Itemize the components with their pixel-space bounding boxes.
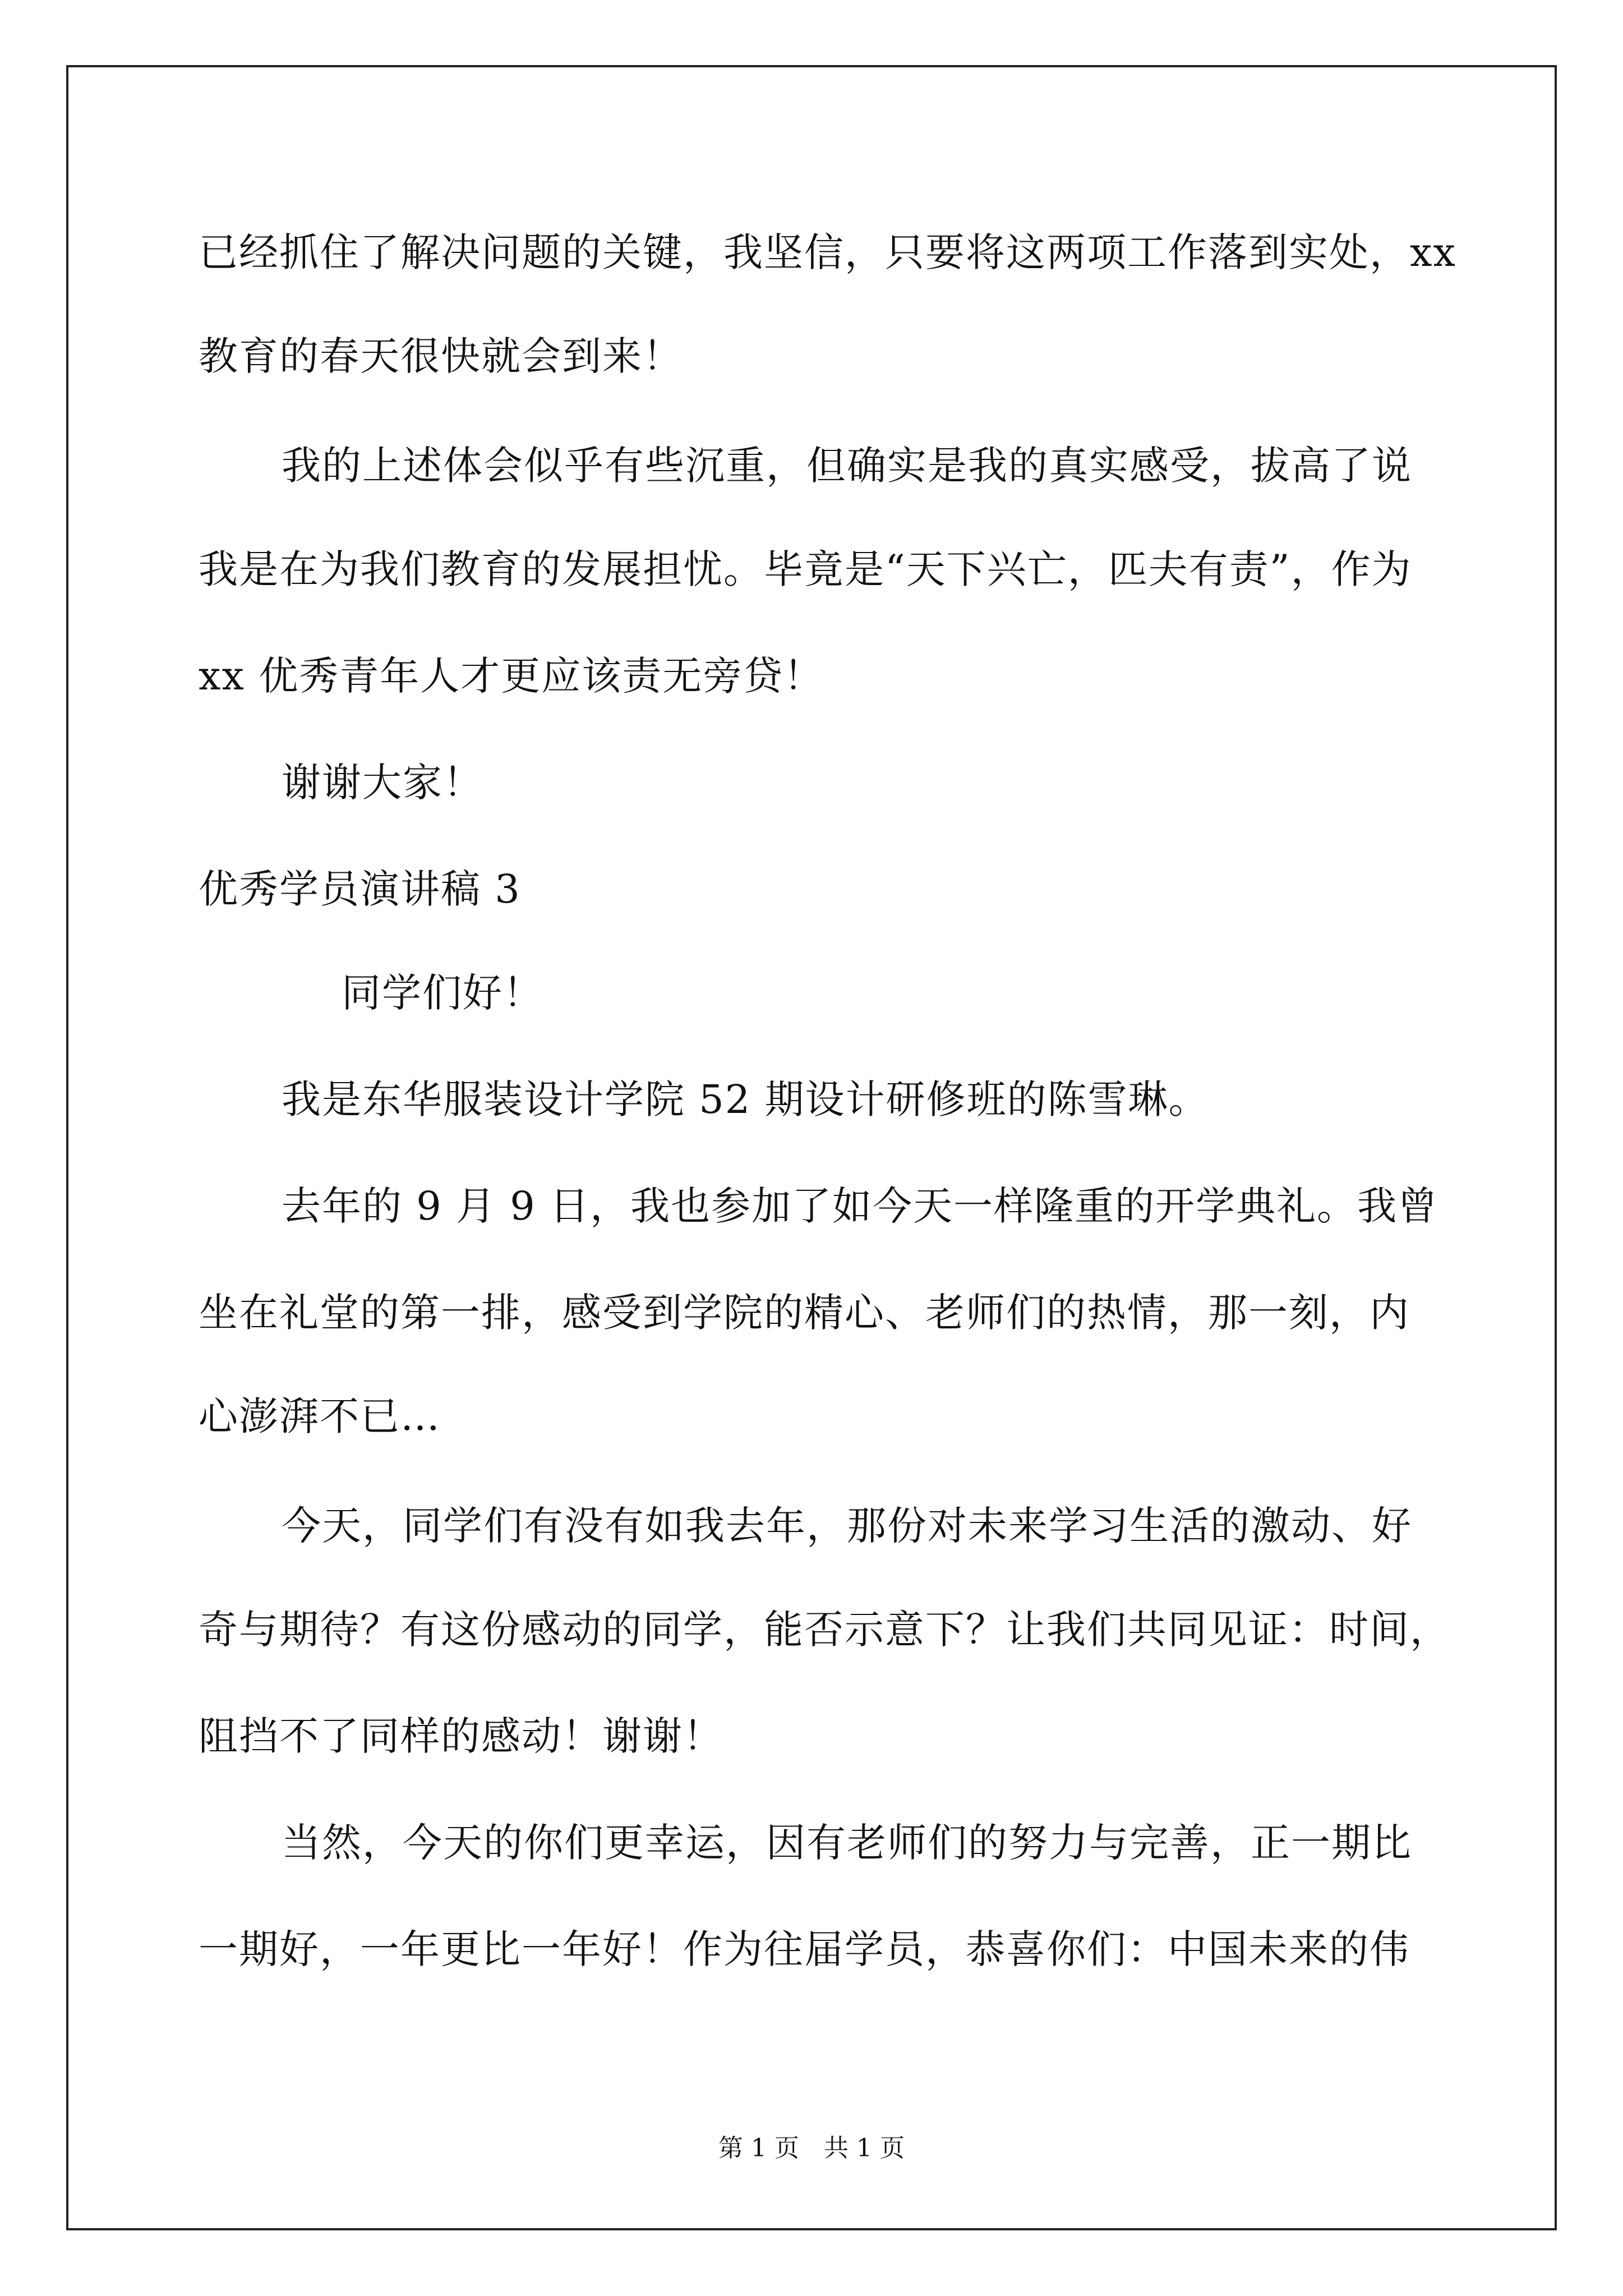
paragraph-line: 我是东华服装设计学院 52 期设计研修班的陈雪琳。 (282, 1076, 1209, 1122)
greeting-line: 同学们好！ (342, 970, 543, 1016)
closing-line: 谢谢大家！ (282, 760, 483, 806)
paragraph-line: 当然，今天的你们更幸运，因有老师们的努力与完善，正一期比 (282, 1820, 1412, 1866)
body-line: 阻挡不了同样的感动！谢谢！ (199, 1713, 723, 1759)
paragraph-line: 去年的 9 月 9 日，我也参加了如今天一样隆重的开学典礼。我曾 (282, 1183, 1438, 1229)
section-title: 优秀学员演讲稿 3 (199, 866, 521, 912)
body-line: 已经抓住了解决问题的关键，我坚信，只要将这两项工作落到实处，xx (199, 229, 1456, 275)
page-footer: 第 1 页 共 1 页 (718, 2134, 905, 2162)
paragraph-line: 今天，同学们有没有如我去年，那份对未来学习生活的激动、好 (282, 1503, 1412, 1549)
body-line: 一期好，一年更比一年好！作为往届学员，恭喜你们：中国未来的伟 (199, 1926, 1410, 1972)
body-line: xx 优秀青年人才更应该责无旁贷！ (199, 653, 824, 699)
body-line: 心澎湃不已… (199, 1393, 441, 1439)
body-line: 坐在礼堂的第一排，感受到学院的精心、老师们的热情，那一刻，内 (199, 1290, 1410, 1336)
page-border (66, 65, 1557, 2230)
body-line: 教育的春天很快就会到来！ (199, 333, 683, 379)
body-line: 我是在为我们教育的发展担忧。毕竟是“天下兴亡，匹夫有责”，作为 (199, 546, 1412, 592)
body-line: 奇与期待？有这份感动的同学，能否示意下？让我们共同见证：时间， (199, 1607, 1450, 1653)
paragraph-line: 我的上述体会似乎有些沉重，但确实是我的真实感受，拔高了说 (282, 443, 1412, 489)
